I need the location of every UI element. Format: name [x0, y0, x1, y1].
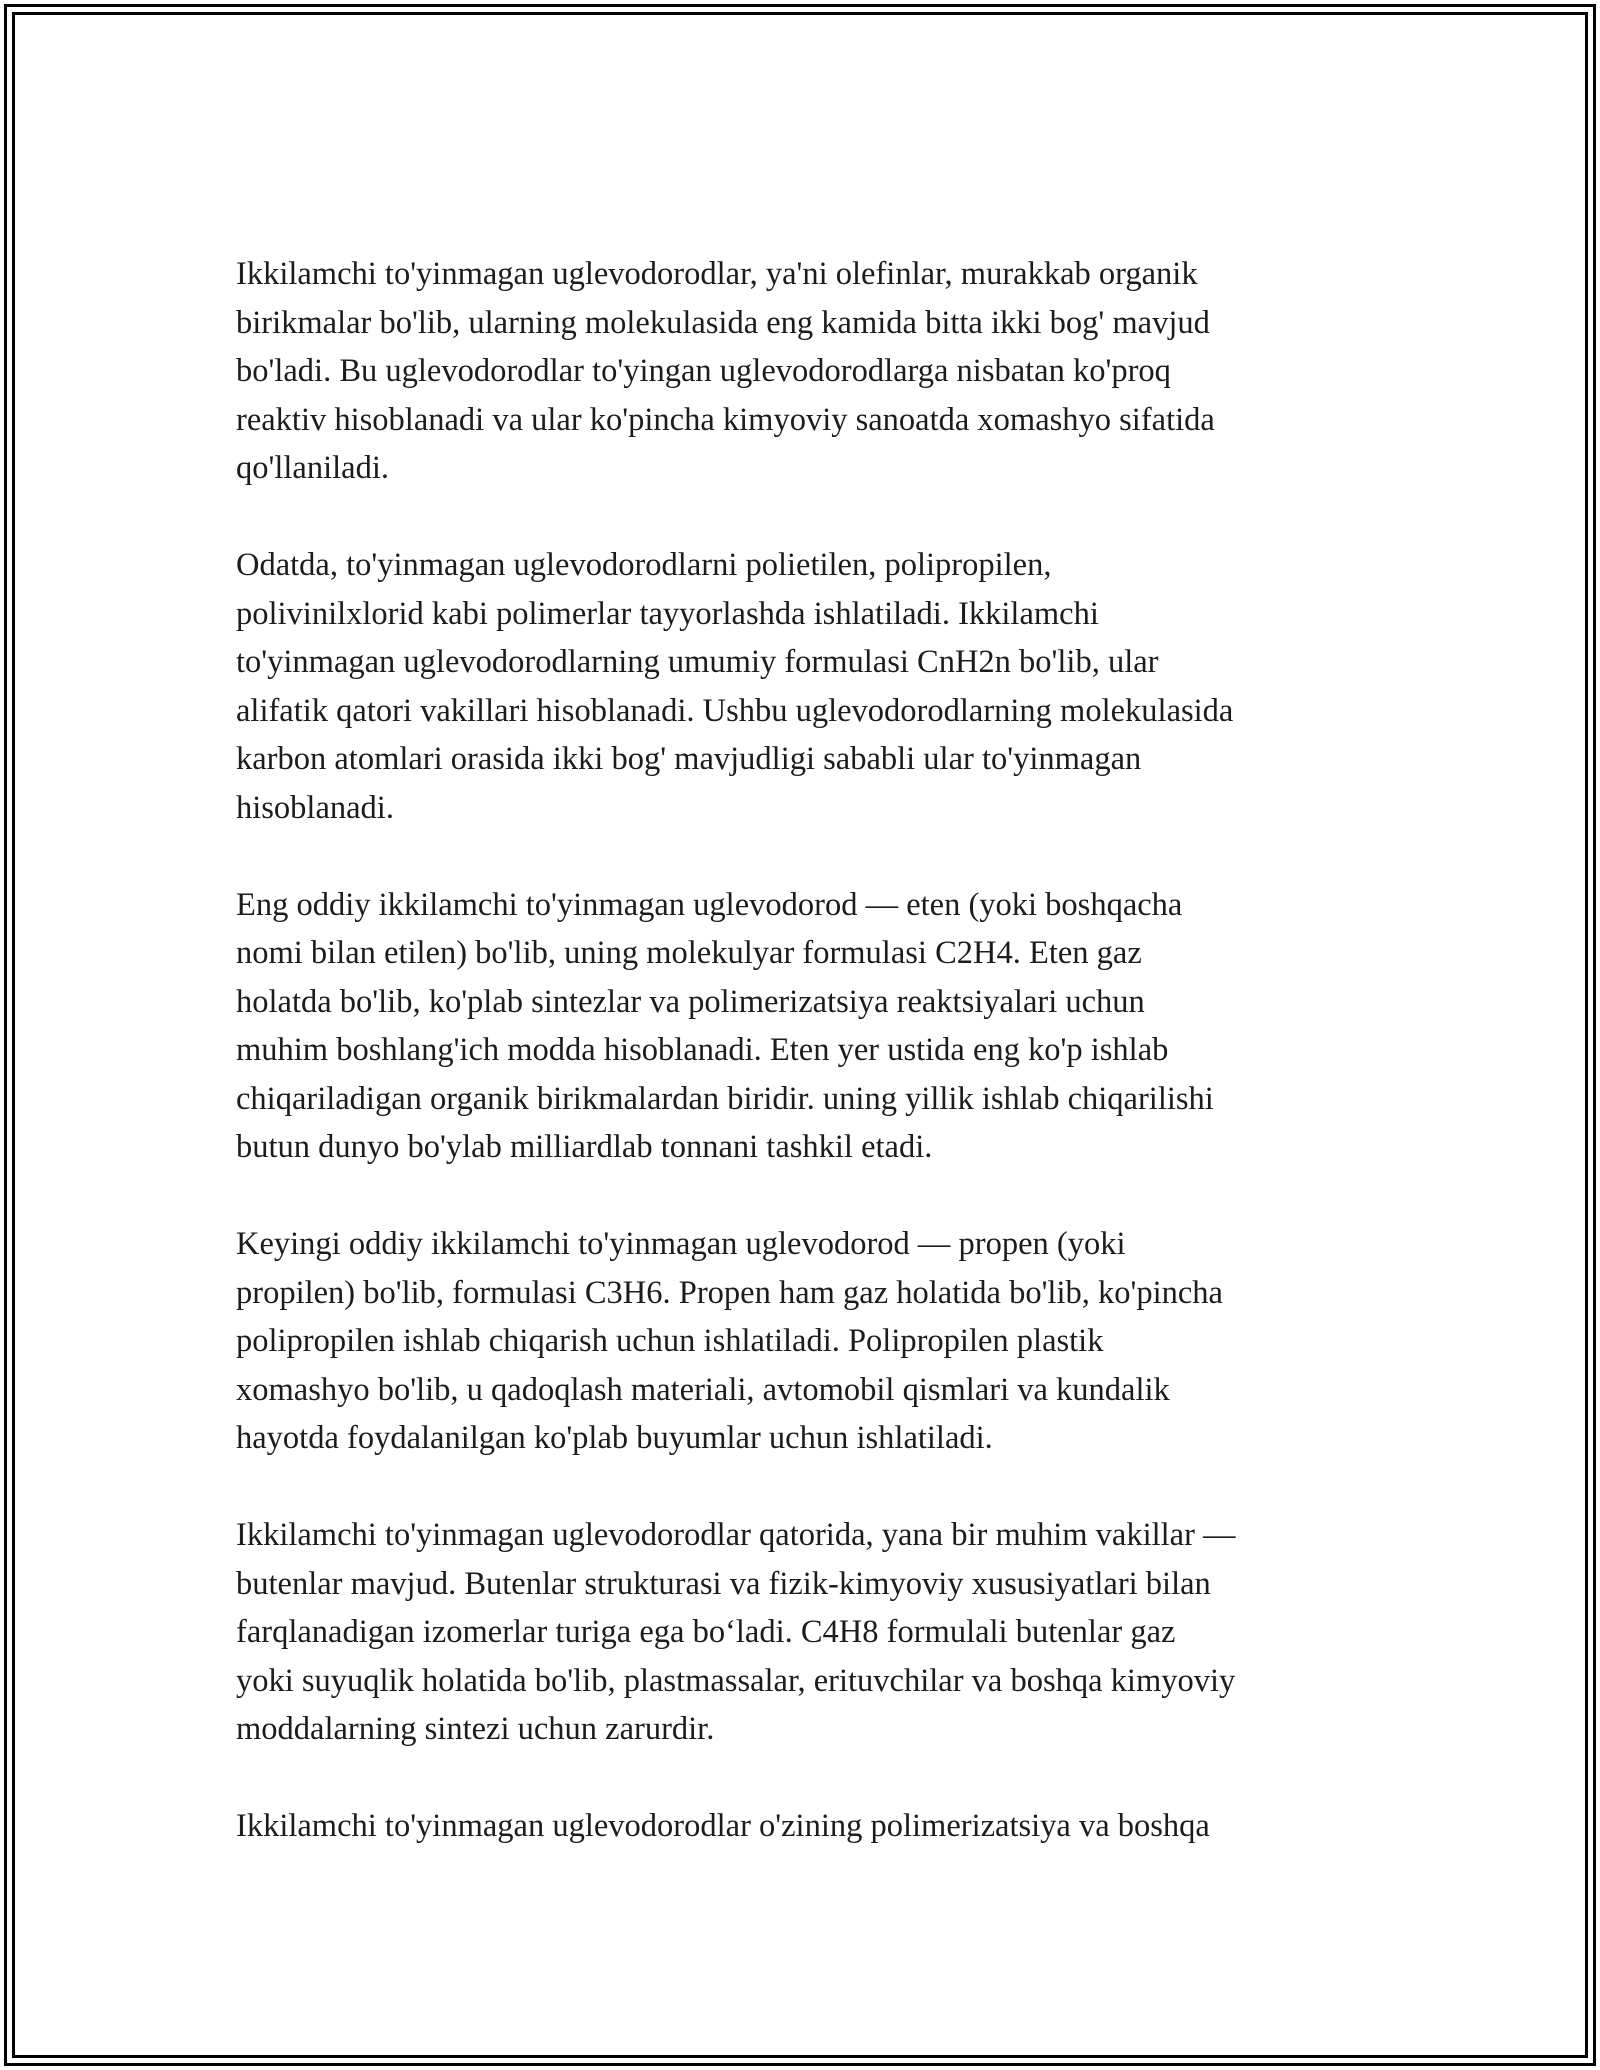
paragraph: Ikkilamchi to'yinmagan uglevodorodlar qatorida, yana bir muhim vakillar — butenlar mavjud. Butenlar strukturasi va fizik-kimyoviy xususiyatlari bilan farqlanadigan izomerlar turiga ega boʻladi. C4H8 formulali butenlar gaz yoki suyuqlik holatida bo'lib, plastmassalar, erituvchilar va boshqa kimyoviy moddalarning sintezi uchun zarurdir. [236, 1517, 1236, 1747]
paragraph: Keyingi oddiy ikkilamchi to'yinmagan uglevodorod — propen (yoki propilen) bo'lib, formulasi C3H6. Propen ham gaz holatida bo'lib, ko'pincha polipropilen ishlab chiqarish uchun ishlatiladi. Polipropilen plastik xomashyo bo'lib, u qadoqlash materiali, avtomobil qismlari va kundalik hayotda foydalanilgan ko'plab buyumlar uchun ishlatiladi. [236, 1226, 1223, 1456]
paragraph: Odatda, to'yinmagan uglevodorodlarni polietilen, polipropilen, polivinilxlorid kabi polimerlar tayyorlashda ishlatiladi. Ikkilamchi to'yinmagan uglevodorodlarning umumiy formulasi CnH2n bo'lib, ular alifatik qatori vakillari hisoblanadi. Ushbu uglevodorodlarning molekulasida karbon atomlari orasida ikki bog' mavjudligi sababli ular to'yinmagan hisoblanadi. [236, 547, 1234, 826]
document-body [236, 250, 1376, 1899]
paragraph: Ikkilamchi to'yinmagan uglevodorodlar o'zining polimerizatsiya va boshqa [236, 1808, 1210, 1844]
paragraph: Eng oddiy ikkilamchi to'yinmagan uglevodorod — eten (yoki boshqacha nomi bilan etilen) bo'lib, uning molekulyar formulasi C2H4. Eten gaz holatda bo'lib, ko'plab sintezlar va polimerizatsiya reaktsiyalari uchun muhim boshlang'ich modda hisoblanadi. Eten yer ustida eng ko'p ishlab chiqariladigan organik birikmalardan biridir. uning yillik ishlab chiqarilishi butun dunyo bo'ylab milliardlab tonnani tashkil etadi. [236, 886, 1214, 1165]
paragraph: Ikkilamchi to'yinmagan uglevodorodlar, ya'ni olefinlar, murakkab organik birikmalar bo'lib, ularning molekulasida eng kamida bitta ikki bog' mavjud bo'ladi. Bu uglevodorodlar to'yingan uglevodorodlarga nisbatan ko'proq reaktiv hisoblanadi va ular ko'pincha kimyoviy sanoatda xomashyo sifatida qo'llaniladi. [236, 256, 1215, 486]
